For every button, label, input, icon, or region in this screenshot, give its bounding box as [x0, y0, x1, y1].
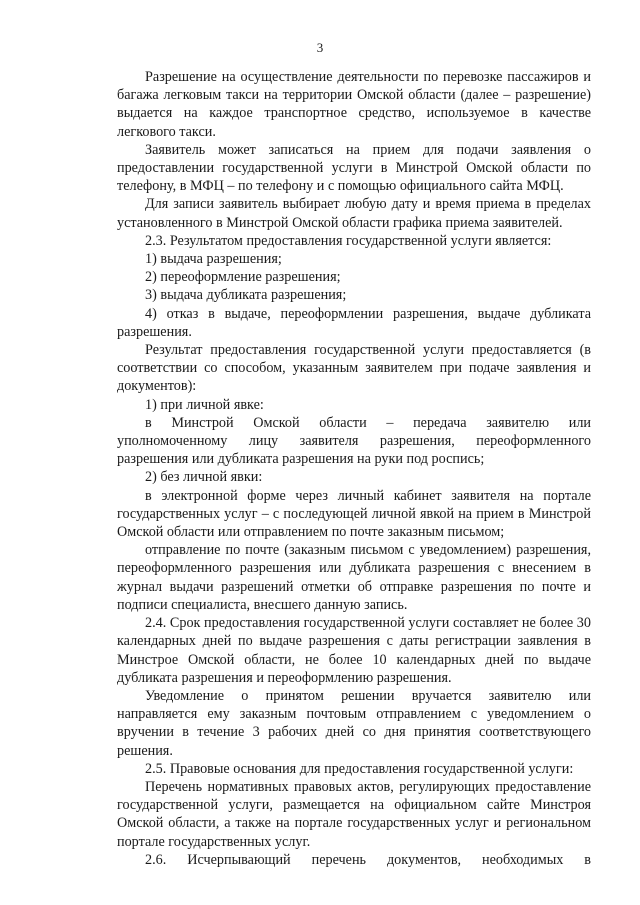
list-item-reissue-permit: 2) переоформление разрешения;: [145, 269, 341, 286]
list-item-issue-permit: 1) выдача разрешения;: [145, 251, 282, 268]
paragraph-section-2-5: 2.5. Правовые основания для предоставления государственной услуги:: [145, 760, 574, 777]
paragraph-section-2-6: 2.6. Исчерпывающий перечень документов, необходимых в: [145, 851, 591, 868]
paragraph-section-2-3: 2.3. Результатом предоставления государственной услуги является:: [145, 232, 552, 249]
paragraph-electronic-form: в электронной форме через личный кабинет заявителя на портале государственных услуг – с последующей личной явкой на прием в Минстрой Омской области или отправлением по почте заказным письмом;: [117, 487, 591, 541]
paragraph-permit-definition: Разрешение на осуществление деятельности по перевозке пассажиров и багажа легковым такси на территории Омской области (далее – разрешение) выдается на каждое транспортное средство, используемое в качестве легкового такси.: [117, 69, 591, 140]
paragraph-section-2-4: 2.4. Срок предоставления государственной услуги составляет не более 30 календарных дней по выдаче разрешения с даты регистрации заявления в Минстрое Омской области, не более 10 календарных дней по выдаче дубликата разрешения и переоформлению разрешения.: [117, 615, 591, 686]
list-item-duplicate-permit: 3) выдача дубликата разрешения;: [145, 287, 347, 304]
paragraph-notification: Уведомление о принятом решении вручается заявителю или направляется ему заказным почтовым отправлением с уведомлением о вручении в течение 3 рабочих дней со дня принятия соответствующего решения.: [117, 687, 591, 759]
document-body: [117, 68, 591, 869]
paragraph-appointment: Заявитель может записаться на прием для подачи заявления о предоставлении государственной услуги в Минстрой Омской области по телефону, в МФЦ – по телефону и с помощью официального сайта МФЦ.: [117, 141, 591, 195]
paragraph-postal-delivery: отправление по почте (заказным письмом с уведомлением) разрешения, переоформленного разрешения или дубликата разрешения с внесением в журнал выдачи разрешений отметки об отправке разрешения по почте и подписи специалиста, внесшего данную запись.: [117, 542, 591, 613]
paragraph-in-person-detail: в Минстрой Омской области – передача заявителю или уполномоченному лицу заявителя разрешения, переоформленного разрешения или дубликата разрешения на руки под роспись;: [117, 414, 591, 468]
list-item-remote: 2) без личной явки:: [145, 469, 263, 486]
paragraph-appointment-schedule: Для записи заявитель выбирает любую дату и время приема в пределах установленного в Минстрой Омской области графика приема заявителей.: [117, 196, 591, 231]
paragraph-result-delivery: Результат предоставления государственной услуги предоставляется (в соответствии со способом, указанным заявителем при подаче заявления и документов):: [117, 342, 591, 395]
list-item-in-person: 1) при личной явке:: [145, 396, 264, 413]
list-item-refusal: 4) отказ в выдаче, переоформлении разрешения, выдаче дубликата разрешения.: [117, 305, 591, 340]
paragraph-legal-acts: Перечень нормативных правовых актов, регулирующих предоставление государственной услуги, размещается на официальном сайте Минстроя Омской области, а также на портале государственных услуг и региональном портале государственных услуг.: [117, 778, 591, 850]
page-number: 3: [316, 40, 324, 55]
